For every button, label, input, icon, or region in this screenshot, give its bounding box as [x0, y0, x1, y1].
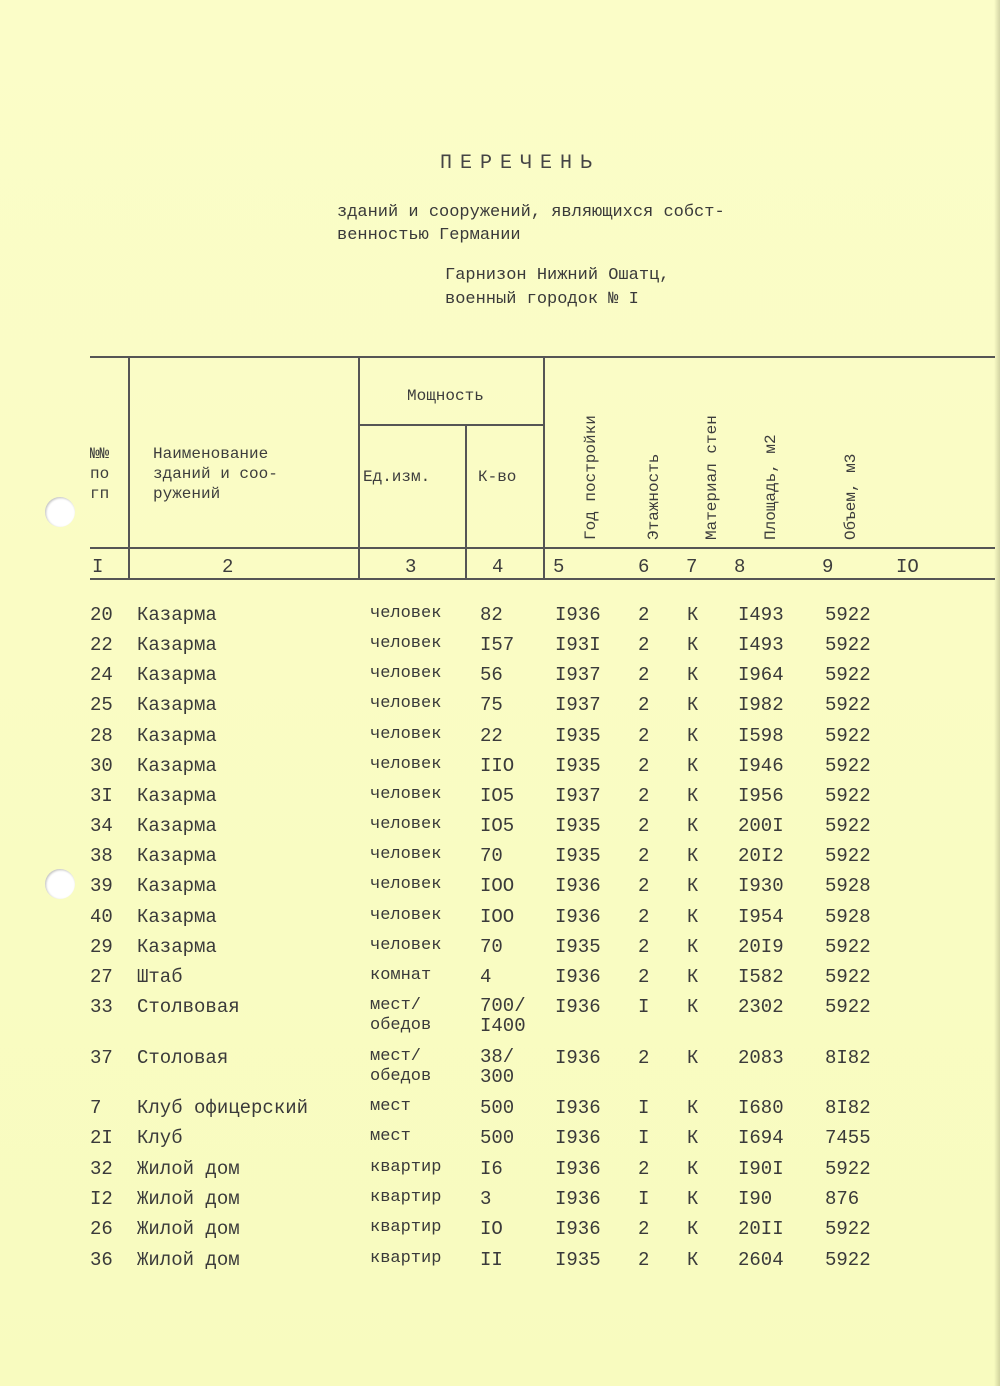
cell-area: I582 [738, 966, 784, 988]
cell-name: Столвовая [137, 996, 240, 1018]
cell-qty: II [480, 1249, 503, 1271]
cell-floors: 2 [638, 1047, 650, 1069]
colnum-6: 6 [638, 556, 650, 578]
cell-area: 2083 [738, 1047, 784, 1069]
table-row [0, 634, 1000, 664]
cell-volume: 5922 [825, 936, 871, 958]
cell-material: К [687, 1188, 699, 1210]
table-row [0, 995, 1000, 1037]
cell-year: I937 [555, 694, 601, 716]
cell-num: 34 [90, 815, 113, 837]
colnum-10: IO [896, 556, 919, 578]
cell-unit: человек [370, 906, 442, 925]
cell-name: Казарма [137, 785, 217, 807]
cell-num: 7 [90, 1097, 102, 1119]
cell-volume: 8I82 [825, 1097, 871, 1119]
cell-area: 200I [738, 815, 784, 837]
cell-year: I936 [555, 1158, 601, 1180]
cell-material: К [687, 694, 699, 716]
cell-area: 20II [738, 1218, 784, 1240]
cell-volume: 876 [825, 1188, 860, 1210]
cell-area: I982 [738, 694, 784, 716]
cell-qty: 38/ 300 [480, 1046, 515, 1088]
header-area: Площадь, м2 [762, 434, 780, 540]
cell-qty: 70 [480, 936, 503, 958]
cell-volume: 5922 [825, 785, 871, 807]
cell-qty: 500 [480, 1097, 515, 1119]
cell-volume: 5928 [825, 906, 871, 928]
cell-num: 37 [90, 1047, 113, 1069]
cell-area: 20I9 [738, 936, 784, 958]
table-row [0, 604, 1000, 634]
cell-num: 25 [90, 694, 113, 716]
cell-area: I90I [738, 1158, 784, 1180]
cell-volume: 5922 [825, 815, 871, 837]
col-divider-3 [465, 424, 467, 578]
cell-unit: человек [370, 936, 442, 955]
cell-area: I90 [738, 1188, 773, 1210]
cell-name: Клуб [137, 1127, 183, 1149]
table-row [0, 845, 1000, 875]
garrison-line1: Гарнизон Нижний Ошатц, [445, 266, 670, 285]
cell-unit: человек [370, 815, 442, 834]
cell-unit: человек [370, 604, 442, 623]
cell-material: К [687, 634, 699, 656]
cell-floors: 2 [638, 845, 650, 867]
cell-num: I2 [90, 1188, 113, 1210]
cell-material: К [687, 996, 699, 1018]
table-row [0, 1249, 1000, 1279]
cell-floors: 2 [638, 664, 650, 686]
cell-floors: 2 [638, 785, 650, 807]
cell-year: I936 [555, 1097, 601, 1119]
garrison-line2: военный городок № I [445, 290, 639, 309]
cell-num: 26 [90, 1218, 113, 1240]
cell-area: I954 [738, 906, 784, 928]
cell-floors: I [638, 1188, 650, 1210]
cell-year: I936 [555, 1218, 601, 1240]
cell-material: К [687, 1158, 699, 1180]
cell-qty: 56 [480, 664, 503, 686]
cell-unit: человек [370, 694, 442, 713]
cell-qty: 22 [480, 725, 503, 747]
cell-num: 3I [90, 785, 113, 807]
header-floors: Этажность [645, 453, 663, 540]
cell-unit: квартир [370, 1188, 442, 1207]
cell-num: 24 [90, 664, 113, 686]
cell-volume: 5922 [825, 694, 871, 716]
table-row [0, 664, 1000, 694]
cell-year: I936 [555, 1047, 601, 1069]
cell-qty: 700/ I400 [480, 995, 526, 1037]
table-row [0, 1097, 1000, 1127]
cell-unit: человек [370, 875, 442, 894]
cell-name: Штаб [137, 966, 183, 988]
cell-area: I493 [738, 634, 784, 656]
colnum-1: I [92, 556, 104, 578]
header-num: №№ по гп [90, 445, 110, 503]
cell-material: К [687, 1249, 699, 1271]
cell-volume: 5922 [825, 755, 871, 777]
table-row [0, 1188, 1000, 1218]
cell-name: Казарма [137, 845, 217, 867]
colnum-4: 4 [492, 556, 504, 578]
table-row [0, 1158, 1000, 1188]
cell-floors: 2 [638, 634, 650, 656]
cell-year: I937 [555, 664, 601, 686]
cell-area: I956 [738, 785, 784, 807]
cell-material: К [687, 1097, 699, 1119]
cell-qty: IO [480, 1218, 503, 1240]
cell-floors: 2 [638, 725, 650, 747]
cell-area: I964 [738, 664, 784, 686]
cell-volume: 5922 [825, 664, 871, 686]
cell-volume: 8I82 [825, 1047, 871, 1069]
cell-qty: 4 [480, 966, 492, 988]
cell-num: 33 [90, 996, 113, 1018]
cell-unit: квартир [370, 1218, 442, 1237]
cell-material: К [687, 785, 699, 807]
table-row [0, 1127, 1000, 1157]
cell-unit: человек [370, 664, 442, 683]
cell-qty: 70 [480, 845, 503, 867]
cell-floors: 2 [638, 936, 650, 958]
cell-qty: IO5 [480, 815, 515, 837]
header-capacity: Мощность [407, 387, 484, 405]
cell-material: К [687, 755, 699, 777]
cell-name: Казарма [137, 664, 217, 686]
document-subtitle-line1: зданий и сооружений, являющихся собст- [337, 203, 725, 222]
cell-year: I93I [555, 634, 601, 656]
cell-material: К [687, 664, 699, 686]
cell-qty: 3 [480, 1188, 492, 1210]
cell-num: 40 [90, 906, 113, 928]
cell-year: I935 [555, 755, 601, 777]
cell-year: I936 [555, 1188, 601, 1210]
colnum-9: 9 [822, 556, 834, 578]
table-row [0, 1046, 1000, 1088]
cell-material: К [687, 725, 699, 747]
cell-area: I493 [738, 604, 784, 626]
table-row [0, 1218, 1000, 1248]
cell-material: К [687, 1127, 699, 1149]
cell-floors: 2 [638, 875, 650, 897]
cell-num: 2I [90, 1127, 113, 1149]
cell-floors: 2 [638, 966, 650, 988]
cell-qty: IIO [480, 755, 515, 777]
col-divider-2 [358, 356, 360, 578]
cell-name: Жилой дом [137, 1188, 240, 1210]
cell-year: I935 [555, 725, 601, 747]
cell-unit: человек [370, 634, 442, 653]
cell-volume: 5922 [825, 996, 871, 1018]
cell-year: I935 [555, 936, 601, 958]
cell-name: Жилой дом [137, 1218, 240, 1240]
header-year: Год постройки [582, 415, 600, 540]
table-row [0, 875, 1000, 905]
cell-name: Казарма [137, 634, 217, 656]
cell-name: Казарма [137, 604, 217, 626]
cell-name: Казарма [137, 694, 217, 716]
cell-volume: 5922 [825, 725, 871, 747]
colnum-7: 7 [686, 556, 698, 578]
cell-volume: 5922 [825, 1158, 871, 1180]
colnum-8: 8 [734, 556, 746, 578]
cell-area: I946 [738, 755, 784, 777]
cell-unit: человек [370, 785, 442, 804]
cell-area: 2604 [738, 1249, 784, 1271]
cell-num: 27 [90, 966, 113, 988]
table-row [0, 906, 1000, 936]
cell-area: I598 [738, 725, 784, 747]
cell-qty: 500 [480, 1127, 515, 1149]
cell-year: I936 [555, 996, 601, 1018]
capacity-divider [358, 424, 543, 426]
cell-year: I935 [555, 1249, 601, 1271]
cell-qty: 82 [480, 604, 503, 626]
cell-name: Казарма [137, 906, 217, 928]
cell-year: I936 [555, 966, 601, 988]
cell-unit: человек [370, 845, 442, 864]
cell-material: К [687, 936, 699, 958]
cell-unit: мест [370, 1127, 411, 1146]
table-row [0, 785, 1000, 815]
cell-floors: 2 [638, 1218, 650, 1240]
cell-unit: комнат [370, 966, 432, 985]
colnum-5: 5 [553, 556, 565, 578]
table-row [0, 694, 1000, 724]
document-title: ПЕРЕЧЕНЬ [440, 152, 601, 175]
cell-year: I935 [555, 815, 601, 837]
header-qty: К-во [478, 468, 517, 486]
cell-material: К [687, 1218, 699, 1240]
cell-qty: 75 [480, 694, 503, 716]
cell-floors: 2 [638, 815, 650, 837]
cell-floors: 2 [638, 755, 650, 777]
cell-floors: 2 [638, 694, 650, 716]
cell-area: 2302 [738, 996, 784, 1018]
cell-num: 36 [90, 1249, 113, 1271]
cell-volume: 7455 [825, 1127, 871, 1149]
table-row [0, 815, 1000, 845]
cell-area: I930 [738, 875, 784, 897]
cell-volume: 5922 [825, 845, 871, 867]
table-row [0, 725, 1000, 755]
colnum-2: 2 [222, 556, 234, 578]
col-divider-4 [543, 356, 545, 578]
cell-name: Казарма [137, 755, 217, 777]
cell-material: К [687, 845, 699, 867]
cell-floors: 2 [638, 906, 650, 928]
cell-qty: I57 [480, 634, 515, 656]
col-divider-1 [128, 356, 130, 578]
cell-material: К [687, 966, 699, 988]
cell-num: 30 [90, 755, 113, 777]
cell-name: Казарма [137, 725, 217, 747]
cell-qty: IOO [480, 875, 515, 897]
cell-name: Клуб офицерский [137, 1097, 309, 1119]
cell-floors: 2 [638, 604, 650, 626]
cell-volume: 5922 [825, 1249, 871, 1271]
cell-year: I937 [555, 785, 601, 807]
header-material: Материал стен [703, 415, 721, 540]
cell-floors: 2 [638, 1249, 650, 1271]
cell-volume: 5928 [825, 875, 871, 897]
cell-volume: 5922 [825, 634, 871, 656]
cell-material: К [687, 815, 699, 837]
cell-qty: IO5 [480, 785, 515, 807]
cell-name: Казарма [137, 875, 217, 897]
cell-floors: 2 [638, 1158, 650, 1180]
cell-year: I936 [555, 875, 601, 897]
cell-year: I936 [555, 1127, 601, 1149]
cell-floors: I [638, 1097, 650, 1119]
header-name: Наименование зданий и соо- ружений [153, 445, 278, 503]
cell-year: I936 [555, 604, 601, 626]
cell-unit: мест [370, 1097, 411, 1116]
cell-floors: I [638, 996, 650, 1018]
cell-name: Казарма [137, 936, 217, 958]
cell-unit: человек [370, 755, 442, 774]
cell-volume: 5922 [825, 604, 871, 626]
table-row [0, 755, 1000, 785]
cell-num: 29 [90, 936, 113, 958]
cell-name: Жилой дом [137, 1158, 240, 1180]
cell-num: 39 [90, 875, 113, 897]
cell-year: I935 [555, 845, 601, 867]
cell-area: 20I2 [738, 845, 784, 867]
cell-volume: 5922 [825, 966, 871, 988]
cell-num: 28 [90, 725, 113, 747]
cell-floors: I [638, 1127, 650, 1149]
colnum-3: 3 [405, 556, 417, 578]
punch-hole-top [45, 497, 75, 527]
header-volume: Объем, м3 [842, 453, 860, 540]
header-unit: Ед.изм. [363, 468, 431, 486]
cell-num: 38 [90, 845, 113, 867]
cell-num: 32 [90, 1158, 113, 1180]
cell-material: К [687, 604, 699, 626]
cell-unit: мест/ обедов [370, 996, 432, 1035]
cell-name: Казарма [137, 815, 217, 837]
cell-area: I694 [738, 1127, 784, 1149]
cell-material: К [687, 1047, 699, 1069]
document-subtitle-line2: венностью Германии [337, 226, 521, 245]
cell-unit: квартир [370, 1249, 442, 1268]
cell-qty: I6 [480, 1158, 503, 1180]
cell-unit: квартир [370, 1158, 442, 1177]
cell-area: I680 [738, 1097, 784, 1119]
cell-unit: человек [370, 725, 442, 744]
cell-volume: 5922 [825, 1218, 871, 1240]
cell-qty: IOO [480, 906, 515, 928]
cell-name: Столовая [137, 1047, 229, 1069]
cell-num: 20 [90, 604, 113, 626]
cell-year: I936 [555, 906, 601, 928]
cell-num: 22 [90, 634, 113, 656]
colnum-bottom-border [90, 578, 995, 580]
cell-unit: мест/ обедов [370, 1047, 432, 1086]
cell-name: Жилой дом [137, 1249, 240, 1271]
table-row [0, 936, 1000, 966]
cell-material: К [687, 906, 699, 928]
cell-material: К [687, 875, 699, 897]
table-row [0, 966, 1000, 996]
